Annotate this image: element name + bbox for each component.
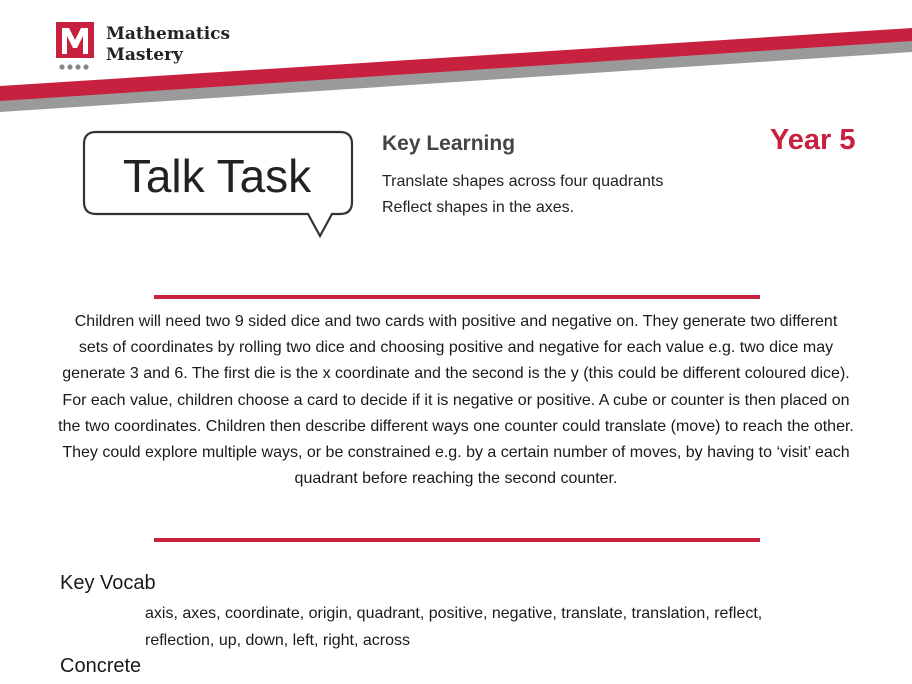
divider-top [154,295,760,299]
key-vocab-list: axis, axes, coordinate, origin, quadrant, positive, negative, translate, translation, reflect, reflection, up, down, left, right, across [145,605,763,649]
logo-line-2: Mastery [106,45,183,65]
logo-mark-icon [56,22,96,72]
task-description: Children will need two 9 sided dice and two cards with positive and negative on. They generate two different sets of coordinates by rolling two dice and choosing positive and negative for each value e.g. two dice may generate 3 and 6. The first die is the x coordinate and the second is the y (this could be different coloured dice). For each value, children choose a card to decide if it is negative or positive. A cube or counter is then placed on the two coordinates. Children then describe different ways one counter could translate (move) to reach the other. They could explore multiple ways, or be constrained e.g. by a certain number of moves, by having to ‘visit’ each quadrant before reaching the second counter. [58,313,854,488]
key-learning-objective-2: Reflect shapes in the axes. [382,199,575,216]
concrete-heading: Concrete [60,655,142,677]
key-learning-heading: Key Learning [382,132,516,155]
logo-wordmark [106,24,230,66]
year-label: Year 5 [770,124,856,156]
logo-line-1: Mathematics [106,24,231,44]
key-learning-objective-1: Translate shapes across four quadrants [382,173,664,190]
mathematics-mastery-logo [56,22,236,82]
talk-task-title: Talk Task [122,150,312,202]
key-vocab-heading: Key Vocab [60,572,156,594]
divider-bottom [154,538,760,542]
